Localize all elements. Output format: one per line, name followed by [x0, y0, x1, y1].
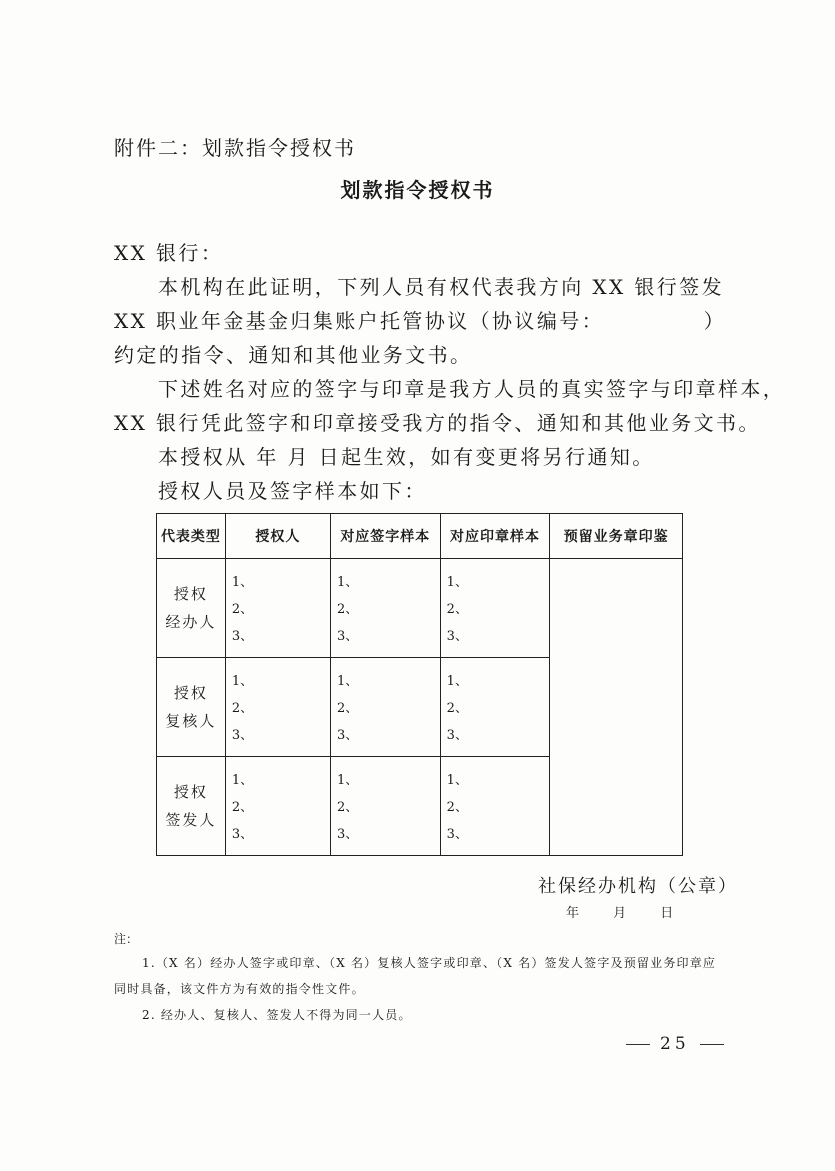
row-type-line1: 授权	[173, 585, 208, 603]
list-item: 1、	[336, 674, 359, 689]
table-row	[157, 559, 683, 658]
list-item: 3、	[231, 827, 254, 842]
list-item: 3、	[446, 728, 468, 743]
header-authorized: 授权人	[225, 514, 330, 559]
list-item: 1、	[231, 575, 254, 590]
row-type-line1: 授权	[173, 684, 208, 702]
attachment-label: 附件二：划款指令授权书	[114, 136, 356, 160]
header-seal: 对应印章样本	[440, 514, 550, 559]
list-item: 2、	[231, 602, 254, 617]
list-item: 3、	[336, 629, 359, 644]
page-number-value: 25	[660, 1034, 690, 1054]
list-item: 2、	[231, 701, 254, 716]
seal-cell	[440, 757, 550, 856]
list-item: 2、	[446, 800, 468, 815]
signature-cell	[330, 559, 440, 658]
bank-seal-cell	[550, 559, 683, 856]
authorized-cell	[225, 757, 330, 856]
list-item: 1、	[446, 575, 468, 590]
para1-line2	[114, 304, 726, 338]
effective-date-line: 本授权从 年 月 日起生效，如有变更将另行通知。	[158, 445, 655, 469]
para2-line1: 下述姓名对应的签字与印章是我方人员的真实签字与印章样本，	[158, 377, 786, 401]
header-bank-seal: 预留业务章印鉴	[550, 514, 683, 559]
list-item: 2、	[336, 602, 359, 617]
list-item: 1、	[336, 773, 359, 788]
header-signature: 对应签字样本	[330, 514, 440, 559]
row-type-line2: 签发人	[165, 811, 217, 829]
note-item: 2. 经办人、复核人、签发人不得为同一人员。	[142, 1008, 412, 1022]
signature-cell	[330, 658, 440, 757]
para1-line2-text: XX 职业年金基金归集账户托管协议（协议编号：	[114, 309, 605, 333]
list-item: 1、	[231, 773, 254, 788]
seal-cell	[440, 559, 550, 658]
list-item: 3、	[336, 728, 359, 743]
dash-left	[626, 1044, 650, 1045]
para1-line1: 本机构在此证明，下列人员有权代表我方向 XX 银行签发	[158, 275, 724, 299]
list-item: 2、	[446, 602, 468, 617]
list-item: 3、	[336, 827, 359, 842]
list-item: 2、	[336, 701, 359, 716]
authorized-cell	[225, 658, 330, 757]
list-item: 1、	[336, 575, 359, 590]
list-item: 3、	[231, 728, 254, 743]
notes-heading: 注：	[114, 932, 139, 946]
body-text	[114, 236, 786, 508]
list-item: 1、	[446, 773, 468, 788]
list-item: 3、	[446, 629, 468, 644]
document-title: 划款指令授权书	[340, 178, 495, 202]
salutation: XX 银行：	[114, 241, 224, 265]
dash-right	[700, 1044, 724, 1045]
para1-line3: 约定的指令、通知和其他业务文书。	[114, 343, 473, 367]
note-item: 1.（X 名）经办人签字或印章、（X 名）复核人签字或印章、（X 名）签发人签字及预留业务印章应同时具备，该文件方为有效的指令性文件。	[114, 956, 717, 996]
para1-line2-close: ）	[703, 309, 726, 333]
list-item: 1、	[231, 674, 254, 689]
row-type-line1: 授权	[173, 783, 208, 801]
list-item: 2、	[231, 800, 254, 815]
header-type: 代表类型	[157, 514, 226, 559]
para2-line2: XX 银行凭此签字和印章接受我方的指令、通知和其他业务文书。	[114, 411, 761, 435]
row-type-line2: 复核人	[165, 712, 217, 730]
list-item: 2、	[446, 701, 468, 716]
authorization-table	[156, 513, 683, 856]
row-type-line2: 经办人	[165, 613, 217, 631]
page-number	[616, 1034, 734, 1054]
authorized-cell	[225, 559, 330, 658]
signature-org: 社保经办机构（公章）	[538, 876, 738, 897]
row-type	[157, 757, 226, 856]
row-type	[157, 559, 226, 658]
row-type	[157, 658, 226, 757]
list-item: 2、	[336, 800, 359, 815]
seal-cell	[440, 658, 550, 757]
signature-cell	[330, 757, 440, 856]
list-item: 3、	[231, 629, 254, 644]
notes	[114, 950, 726, 1028]
list-item: 3、	[446, 827, 468, 842]
signature-date: 年 月 日	[566, 906, 674, 921]
list-item: 1、	[446, 674, 468, 689]
table-header-row	[157, 514, 683, 559]
sample-intro: 授权人员及签字样本如下：	[158, 479, 427, 503]
